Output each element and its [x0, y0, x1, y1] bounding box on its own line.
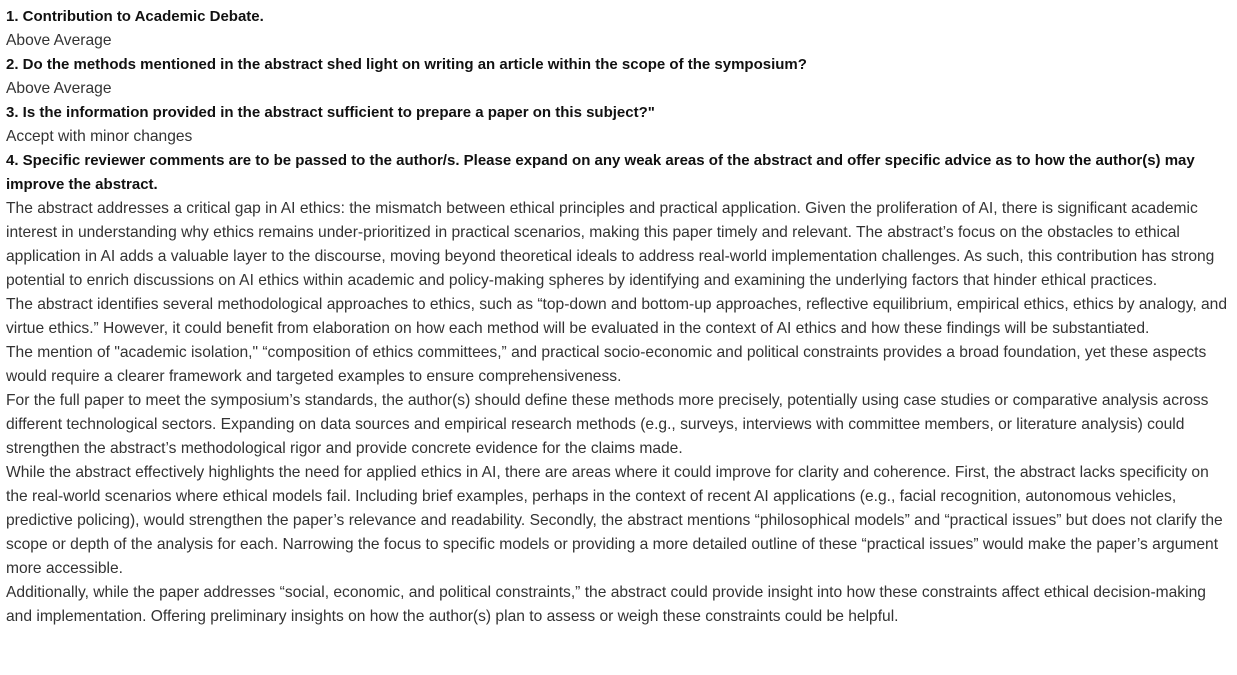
comment-paragraph-6: Additionally, while the paper addresses “social, economic, and political constraints,” the abstract could provide insight into how these constraints affect ethical decision-making and implementation. Offering preliminary insights on how the author(s) plan to assess or weigh these constraints could be helpful. — [6, 584, 1206, 625]
comment-paragraph-3: The mention of "academic isolation," “composition of ethics committees,” and practical socio-economic and political constraints provides a broad foundation, yet these aspects would require a clearer framework and targeted examples to ensure comprehensiveness. — [6, 344, 1207, 385]
question-1-label: 1. Contribution to Academic Debate. — [6, 8, 264, 25]
question-1-answer: Above Average — [6, 32, 112, 49]
reviewer-comments — [6, 197, 1231, 629]
question-3-answer: Accept with minor changes — [6, 128, 193, 145]
comment-paragraph-2: The abstract identifies several methodological approaches to ethics, such as “top-down and bottom-up approaches, reflective equilibrium, empirical ethics, ethics by analogy, and virtue ethics.” However, it could benefit from elaboration on how each method will be evaluated in the context of AI ethics and how these findings will be substantiated. — [6, 296, 1228, 337]
question-2-answer: Above Average — [6, 80, 112, 97]
comment-paragraph-1: The abstract addresses a critical gap in AI ethics: the mismatch between ethical principles and practical application. Given the proliferation of AI, there is significant academic interest in understanding why ethics remains under-prioritized in practical scenarios, making this paper timely and relevant. The abstract’s focus on the obstacles to ethical application in AI adds a valuable layer to the discourse, moving beyond theoretical ideals to address real-world implementation challenges. As such, this contribution has strong potential to enrich discussions on AI ethics within academic and policy-making spheres by identifying and examining the underlying factors that hinder ethical practices. — [6, 200, 1215, 289]
comment-paragraph-5: While the abstract effectively highlights the need for applied ethics in AI, there are areas where it could improve for clarity and coherence. First, the abstract lacks specificity on the real-world scenarios where ethical models fail. Including brief examples, perhaps in the context of recent AI applications (e.g., facial recognition, autonomous vehicles, predictive policing), would strengthen the paper’s relevance and readability. Secondly, the abstract mentions “philosophical models” and “practical issues” but does not clarify the scope or depth of the analysis for each. Narrowing the focus to specific models or providing a more detailed outline of these “practical issues” would make the paper’s argument more accessible. — [6, 464, 1223, 577]
comment-paragraph-4: For the full paper to meet the symposium’s standards, the author(s) should define these methods more precisely, potentially using case studies or comparative analysis across different technological sectors. Expanding on data sources and empirical research methods (e.g., surveys, interviews with committee members, or literature analysis) could strengthen the abstract’s methodological rigor and provide concrete evidence for the claims made. — [6, 392, 1209, 457]
question-4-label: 4. Specific reviewer comments are to be passed to the author/s. Please expand on any weak areas of the abstract and offer specific advice as to how the author(s) may improve the abstract. — [6, 152, 1195, 193]
question-3-label: 3. Is the information provided in the abstract sufficient to prepare a paper on this subject?" — [6, 104, 655, 121]
question-2-label: 2. Do the methods mentioned in the abstract shed light on writing an article within the scope of the symposium? — [6, 56, 807, 73]
